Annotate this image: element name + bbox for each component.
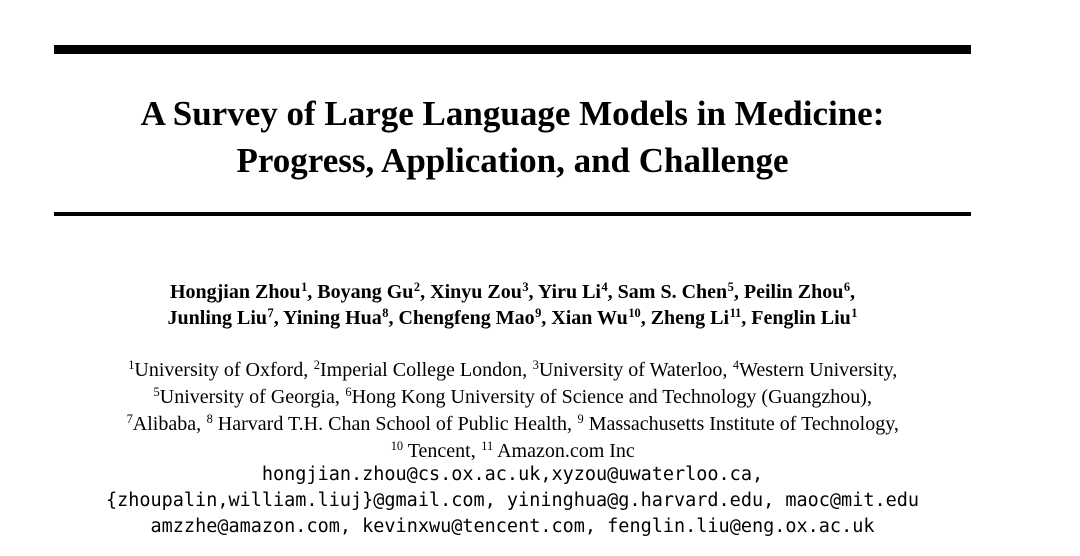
affiliation-number: 8 bbox=[206, 411, 213, 426]
affiliation-name: Imperial College London bbox=[319, 359, 523, 381]
affiliation-name: University of Georgia bbox=[159, 386, 335, 408]
author-list bbox=[40, 279, 985, 331]
affiliation-line bbox=[40, 384, 985, 411]
author-line bbox=[40, 305, 985, 331]
affiliation bbox=[732, 359, 897, 381]
author-affiliation-number: 6 bbox=[843, 279, 851, 294]
affiliation-number: 4 bbox=[732, 357, 740, 372]
author-name: Junling Liu bbox=[167, 307, 268, 329]
affiliation-name: University of Oxford bbox=[134, 359, 304, 381]
separator: , bbox=[741, 307, 752, 329]
affiliation-number: 9 bbox=[577, 411, 584, 426]
author-name: Yining Hua bbox=[283, 307, 382, 329]
author bbox=[430, 281, 538, 303]
author-affiliation-number: 11 bbox=[729, 305, 742, 320]
author bbox=[618, 281, 744, 303]
email-list bbox=[40, 462, 985, 540]
author bbox=[398, 307, 551, 329]
author-affiliation-number: 2 bbox=[413, 279, 421, 294]
top-rule bbox=[54, 45, 971, 54]
affiliation bbox=[128, 359, 314, 381]
author-affiliation-number: 5 bbox=[727, 279, 734, 294]
separator: , bbox=[522, 359, 533, 381]
separator: , bbox=[307, 281, 318, 303]
affiliation-name: Alibaba bbox=[132, 413, 197, 435]
affiliation-name: Amazon.com Inc bbox=[493, 440, 635, 462]
author-affiliation-number: 7 bbox=[267, 305, 274, 320]
author-name: Yiru Li bbox=[537, 281, 601, 303]
affiliation-number: 5 bbox=[153, 384, 160, 399]
affiliation-number: 2 bbox=[313, 357, 320, 372]
author-affiliation-number: 1 bbox=[301, 279, 308, 294]
author-affiliation-number: 4 bbox=[601, 279, 608, 294]
separator: , bbox=[893, 413, 899, 435]
author bbox=[168, 307, 283, 329]
author bbox=[283, 307, 398, 329]
author-name: Zheng Li bbox=[650, 307, 730, 329]
separator: , bbox=[388, 307, 399, 329]
affiliation bbox=[206, 413, 577, 435]
separator: , bbox=[607, 281, 618, 303]
email-line: {zhoupalin,william.liuj}@gmail.com, yininghua@g.harvard.edu, maoc@mit.edu bbox=[105, 490, 920, 511]
affiliation bbox=[126, 413, 206, 435]
affiliation-number: 6 bbox=[345, 384, 352, 399]
title-line-2: Progress, Application, and Challenge bbox=[236, 141, 789, 180]
author bbox=[170, 281, 317, 303]
affiliation-list bbox=[40, 357, 985, 465]
author-line bbox=[40, 279, 985, 305]
affiliation-name: University of Waterloo bbox=[538, 359, 723, 381]
author bbox=[317, 281, 430, 303]
author-affiliation-number: 1 bbox=[851, 305, 858, 320]
author bbox=[551, 307, 650, 329]
separator: , bbox=[892, 359, 898, 381]
separator: , bbox=[541, 307, 552, 329]
affiliation bbox=[577, 413, 899, 435]
author-affiliation-number: 8 bbox=[382, 305, 389, 320]
author bbox=[651, 307, 752, 329]
email-line: hongjian.zhou@cs.ox.ac.uk,xyzou@uwaterloo.ca, bbox=[261, 464, 764, 485]
separator: , bbox=[334, 386, 345, 408]
separator: , bbox=[733, 281, 744, 303]
separator: , bbox=[470, 440, 481, 462]
affiliation bbox=[313, 359, 532, 381]
affiliation-line bbox=[40, 438, 985, 465]
bottom-rule bbox=[54, 212, 971, 216]
author-name: Sam S. Chen bbox=[617, 281, 728, 303]
author bbox=[538, 281, 618, 303]
affiliation-line bbox=[40, 357, 985, 384]
affiliation bbox=[390, 440, 481, 462]
affiliation bbox=[532, 359, 732, 381]
affiliation-name: Harvard T.H. Chan School of Public Health bbox=[212, 413, 567, 435]
author-name: Fenglin Liu bbox=[751, 307, 851, 329]
affiliation-name: Western University bbox=[739, 359, 893, 381]
separator: , bbox=[420, 281, 431, 303]
author-affiliation-number: 3 bbox=[522, 279, 529, 294]
author-name: Chengfeng Mao bbox=[398, 307, 535, 329]
separator: , bbox=[303, 359, 314, 381]
separator: , bbox=[567, 413, 577, 435]
author-name: Boyang Gu bbox=[317, 281, 414, 303]
separator: , bbox=[850, 281, 856, 303]
affiliation-number: 7 bbox=[126, 411, 133, 426]
author-name: Hongjian Zhou bbox=[169, 281, 301, 303]
separator: , bbox=[866, 386, 872, 408]
author bbox=[751, 307, 857, 329]
email-line: amzzhe@amazon.com, kevinxwu@tencent.com, fenglin.liu@eng.ox.ac.uk bbox=[150, 516, 875, 537]
author-name: Xinyu Zou bbox=[430, 281, 522, 303]
separator: , bbox=[640, 307, 651, 329]
author-name: Xian Wu bbox=[551, 307, 628, 329]
author bbox=[744, 281, 855, 303]
affiliation bbox=[481, 440, 635, 462]
affiliation-number: 10 bbox=[390, 438, 404, 453]
paper-title bbox=[54, 90, 971, 184]
separator: , bbox=[196, 413, 207, 435]
affiliation bbox=[345, 386, 872, 408]
title-line-1: A Survey of Large Language Models in Medicine: bbox=[140, 94, 885, 133]
separator: , bbox=[722, 359, 733, 381]
author-affiliation-number: 9 bbox=[535, 305, 542, 320]
affiliation-name: Tencent bbox=[403, 440, 471, 462]
affiliation-name: Massachusetts Institute of Technology bbox=[583, 413, 894, 435]
affiliation bbox=[153, 386, 345, 408]
affiliation-name: Hong Kong University of Science and Technology (Guangzhou) bbox=[351, 386, 867, 408]
affiliation-number: 3 bbox=[532, 357, 539, 372]
author-affiliation-number: 10 bbox=[628, 305, 641, 320]
separator: , bbox=[273, 307, 284, 329]
author-name: Peilin Zhou bbox=[743, 281, 844, 303]
affiliation-number: 1 bbox=[128, 357, 135, 372]
affiliation-number: 11 bbox=[481, 438, 494, 453]
affiliation-line bbox=[40, 411, 985, 438]
separator: , bbox=[528, 281, 538, 303]
